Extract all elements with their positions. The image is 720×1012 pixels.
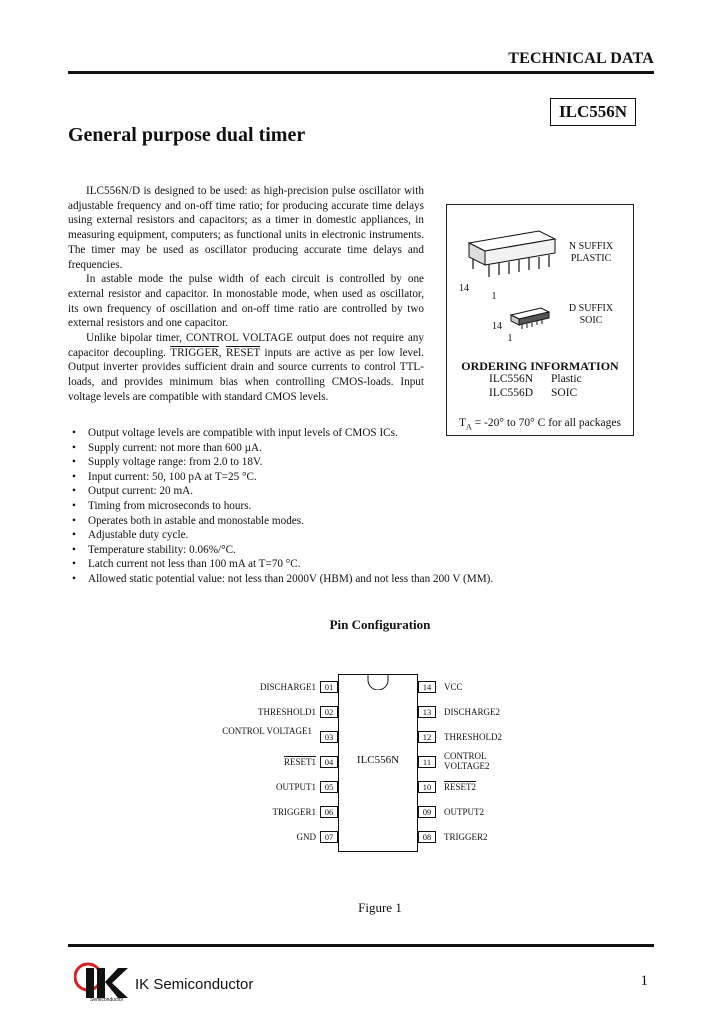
- list-item: • Temperature stability: 0.06%/°C.: [68, 543, 548, 558]
- description-paragraph-2: In astable mode the pulse width of each circuit is controlled by one external resistor and capacitor. In monostable mode, when used as oscillator, its own frequency of oscillation and on-off time ratio are controlled by two external resistors and one capacitor.: [68, 273, 424, 330]
- list-item: • Operates both in astable and monostable modes.: [68, 514, 548, 529]
- list-item: • Latch current not less than 100 mA at T=70 °C.: [68, 557, 548, 572]
- pin-label-output1: OUTPUT1: [276, 782, 316, 792]
- pin-label-vcc: VCC: [444, 682, 463, 692]
- ic-notch-icon: [366, 674, 390, 690]
- soic-label: SOIC: [579, 315, 603, 326]
- order-package-2: SOIC: [551, 387, 578, 399]
- order-package-1: Plastic: [551, 373, 582, 385]
- list-item: • Input current: 50, 100 pA at T=25 °C.: [68, 470, 548, 485]
- pin-box-07: 07: [320, 831, 338, 843]
- pin-box-01: 01: [320, 681, 338, 693]
- pin-box-06: 06: [320, 806, 338, 818]
- part-number-box: ILC556N: [550, 98, 636, 126]
- list-item: • Adjustable duty cycle.: [68, 528, 548, 543]
- pin-label-trigger1: TRIGGER1: [272, 807, 316, 817]
- pin-label-output2: OUTPUT2: [444, 807, 484, 817]
- pin-label-control-voltage1: CONTROL VOLTAGE1: [222, 726, 312, 736]
- n-suffix-label: N SUFFIX: [568, 241, 614, 252]
- pin-box-08: 08: [418, 831, 436, 843]
- description-paragraph-3: Unlike bipolar timer, CONTROL VOLTAGE output does not require any capacitor decoupling. TRIGGER, RESET inputs are active as per low level. Output inverter provides sufficient drain and source currents to control TTL-loads, and provides minimum bias when controlling CMOS-loads. Input voltage levels are compatible with standard CMOS levels.: [68, 332, 425, 403]
- header-rule: [68, 71, 654, 74]
- pin-label-trigger2: TRIGGER2: [444, 832, 488, 842]
- pin-label-discharge2: DISCHARGE2: [444, 707, 501, 717]
- temperature-range: $T_A = -20^\circ$ to 70° C for all packages: [459, 417, 621, 432]
- description-paragraph-1: ILC556N/D is designed to be used: as high-precision pulse oscillator with adjustable frequency and on-off time ratio; for producing accurate time delays using external resistors and capacitors; as a timer in domestic appliances, in measuring equipment, computers; as functional units in electronic instruments. The timer may be used as oscillator producing accurate time delays and frequencies.: [68, 185, 424, 271]
- pin-box-10: 10: [418, 781, 436, 793]
- list-item: • Output current: 20 mA.: [68, 484, 548, 499]
- feature-list: [68, 426, 548, 587]
- pin-box-11: 11: [418, 756, 436, 768]
- pin-config-title: Pin Configuration: [329, 617, 431, 632]
- description-text: [68, 184, 424, 405]
- pin-label-discharge1: DISCHARGE1: [259, 682, 316, 692]
- soic-package-icon: [511, 308, 549, 329]
- d-suffix-label: D SUFFIX: [568, 303, 614, 314]
- page-title: General purpose dual timer: [68, 124, 306, 146]
- pin-box-12: 12: [418, 731, 436, 743]
- pin-label-reset1: RESET1: [283, 757, 316, 767]
- pin-label-gnd: GND: [296, 832, 316, 842]
- dip-package-icon: [469, 231, 555, 277]
- list-item: • Supply voltage range: from 2.0 to 18V.: [68, 455, 548, 470]
- pin-label-threshold1: THRESHOLD1: [258, 707, 316, 717]
- page-number: 1: [640, 973, 648, 989]
- list-item: • Allowed static potential value: not less than 2000V (HBM) and not less than 200 V (MM).: [68, 572, 548, 587]
- dip-pin1-label: 1: [491, 291, 497, 302]
- order-part-1: ILC556N: [489, 373, 534, 385]
- pin-box-02: 02: [320, 706, 338, 718]
- plastic-label: PLASTIC: [570, 253, 612, 264]
- soic-pin1-label: 1: [507, 333, 513, 344]
- ik-logo-icon: [74, 962, 130, 1000]
- document-header-title: TECHNICAL DATA: [508, 50, 654, 67]
- ic-name: ILC556N: [356, 754, 400, 766]
- company-name: IK Semiconductor: [135, 976, 254, 993]
- pin-label-control-voltage2: CONTROL VOLTAGE2: [444, 751, 490, 771]
- pin-box-13: 13: [418, 706, 436, 718]
- list-item: • Supply current: not more than 600 µA.: [68, 441, 548, 456]
- pin-box-09: 09: [418, 806, 436, 818]
- pin-box-05: 05: [320, 781, 338, 793]
- ordering-title: ORDERING INFORMATION: [461, 359, 619, 373]
- pin-label-reset2: RESET2: [444, 782, 477, 792]
- pin-box-04: 04: [320, 756, 338, 768]
- figure-caption: Figure 1: [358, 900, 402, 915]
- pin-box-03: 03: [320, 731, 338, 743]
- list-item: • Output voltage levels are compatible with input levels of CMOS ICs.: [68, 426, 548, 441]
- package-ordering-box: [446, 204, 634, 436]
- logo-subtext: Semiconductor: [90, 997, 124, 1003]
- pin-label-threshold2: THRESHOLD2: [444, 732, 502, 742]
- list-item: • Timing from microseconds to hours.: [68, 499, 548, 514]
- soic-pin14-label: 14: [492, 321, 502, 332]
- order-part-2: ILC556D: [489, 387, 534, 399]
- footer-rule: [68, 944, 654, 947]
- pin-box-14: 14: [418, 681, 436, 693]
- dip-pin14-label: 14: [459, 283, 469, 294]
